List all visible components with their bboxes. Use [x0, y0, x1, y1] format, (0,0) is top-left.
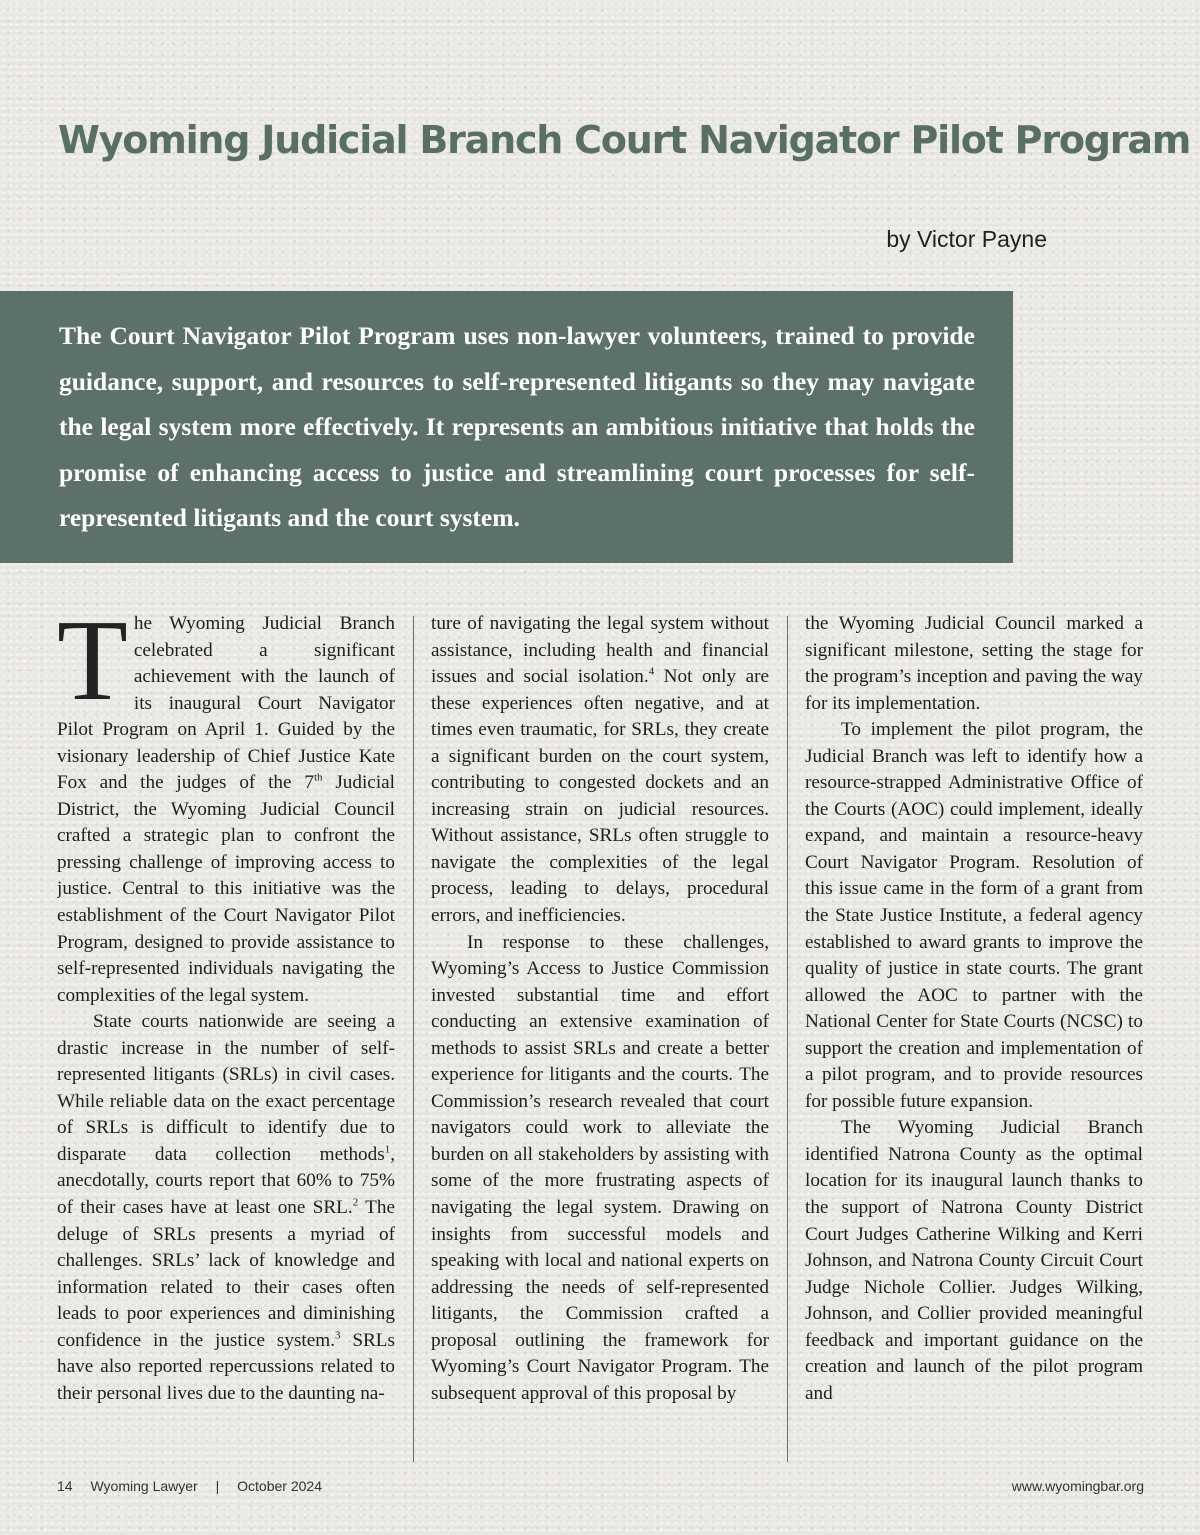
footnote-ref: 4: [648, 665, 655, 678]
byline: by Victor Payne: [886, 226, 1047, 252]
paragraph: the Wyoming Judicial Council marked a significant milestone, setting the stage for the program’s inception and paving the way for its implementation.: [805, 613, 1143, 714]
paragraph-text: The deluge of SRLs presents a myriad of challenges. SRLs’ lack of knowledge and information related to their cases often leads to poor experiences and diminishing confidence in the justice system.: [57, 1197, 395, 1351]
paragraph: [57, 611, 395, 1009]
page-footer: [57, 1478, 1144, 1498]
pullquote-box: [0, 291, 1013, 563]
footnote-ref: 1: [384, 1143, 391, 1156]
pullquote-text: The Court Navigator Pilot Program uses non-lawyer volunteers, trained to provide guidance, support, and resources to self-represented litigants so they may navigate the legal system more effectively. It represents an ambitious initiative that holds the promise of enhancing access to justice and streamlining court processes for self-represented litigants and the court system.: [59, 321, 975, 532]
paragraph-text: SRLs have also reported repercussions related to their personal lives due to the daunting na-: [57, 1329, 395, 1404]
publication-name: Wyoming Lawyer: [90, 1478, 198, 1494]
paragraph: [57, 1009, 395, 1407]
paragraph-text: , anecdotally, courts report that 60% to 75% of their cases have at least one SRL.: [57, 1143, 395, 1219]
superscript: th: [313, 771, 323, 784]
column-3: [805, 611, 1143, 1456]
paragraph: To implement the pilot program, the Judicial Branch was left to identify how a resource-strapped Administrative Office of the Courts (AOC) could implement, ideally expand, and maintain a resource-heavy Court Navigator Program. Resolution of this issue came in the form of a grant from the State Justice Institute, a federal agency established to award grants to improve the quality of justice in state courts. The grant allowed the AOC to partner with the National Center for State Courts (NCSC) to support the creation and implementation of a pilot program, and to provide resources for possible future expansion.: [805, 719, 1143, 1112]
page-number: 14: [57, 1478, 73, 1494]
paragraph: [431, 611, 769, 930]
footer-left: [57, 1478, 336, 1494]
paragraph-text: ture of navigating the legal system without assistance, including health and financial issues and social isolation.: [431, 613, 769, 688]
paragraph-text: Judicial District, the Wyoming Judicial Council crafted a strategic plan to confront the pressing challenge of improving access to justice. Central to this initiative was the establishment of the Court Navigator Pilot Program, designed to provide assistance to self-represented individuals navigating the complexities of the legal system.: [57, 772, 395, 1006]
column-1: [57, 611, 395, 1456]
column-divider: [787, 616, 788, 1462]
footer-separator: |: [215, 1478, 220, 1494]
paragraph-text: he Wyoming Judicial Branch celebrated a significant achievement with the launch of its inaugural Court Navigator Pilot Program on April 1. Guided by the visionary leadership of Chief Justice Kate Fox and the judges of the 7: [57, 613, 395, 794]
paragraph-text: State courts nationwide are seeing a drastic increase in the number of self-represented litigants (SRLs) in civil cases. While reliable data on the exact percentage of SRLs is difficult to identify due to disparate data collection methods: [57, 1011, 395, 1165]
paragraph: The Wyoming Judicial Branch identified Natrona County as the optimal location for its inaugural launch thanks to the support of Natrona County District Court Judges Catherine Wilking and Kerri Johnson, and Natrona County Circuit Court Judge Nichole Collier. Judges Wilking, Johnson, and Collier provided meaningful feedback and important guidance on the creation and launch of the pilot program and: [805, 1117, 1143, 1404]
issue-date: October 2024: [237, 1478, 322, 1494]
column-2: [431, 611, 769, 1456]
website-url: www.wyomingbar.org: [1011, 1478, 1144, 1494]
column-divider: [413, 616, 414, 1462]
paragraph-text: Not only are these experiences often negative, and at times even traumatic, for SRLs, they create a significant burden on the court system, contributing to congested dockets and an increasing strain on judicial resources. Without assistance, SRLs often struggle to navigate the complexities of the legal process, leading to delays, procedural errors, and inefficiencies.: [431, 666, 769, 927]
footnote-ref: 2: [352, 1196, 359, 1209]
paragraph: In response to these challenges, Wyoming’s Access to Justice Commission invested substantial time and effort conducting an extensive examination of methods to assist SRLs and create a better experience for litigants and the courts. The Commission’s research revealed that court navigators could work to alleviate the burden on all stakeholders by assisting with some of the more frustrating aspects of navigating the legal system. Drawing on insights from successful models and speaking with local and national experts on addressing the needs of self-represented litigants, the Commission crafted a proposal outlining the framework for Wyoming’s Court Navigator Program. The subsequent approval of this proposal by: [431, 931, 769, 1404]
drop-cap: T: [57, 611, 128, 725]
footnote-ref: 3: [335, 1329, 341, 1342]
article-title: Wyoming Judicial Branch Court Navigator Pilot Program: [58, 118, 1191, 162]
